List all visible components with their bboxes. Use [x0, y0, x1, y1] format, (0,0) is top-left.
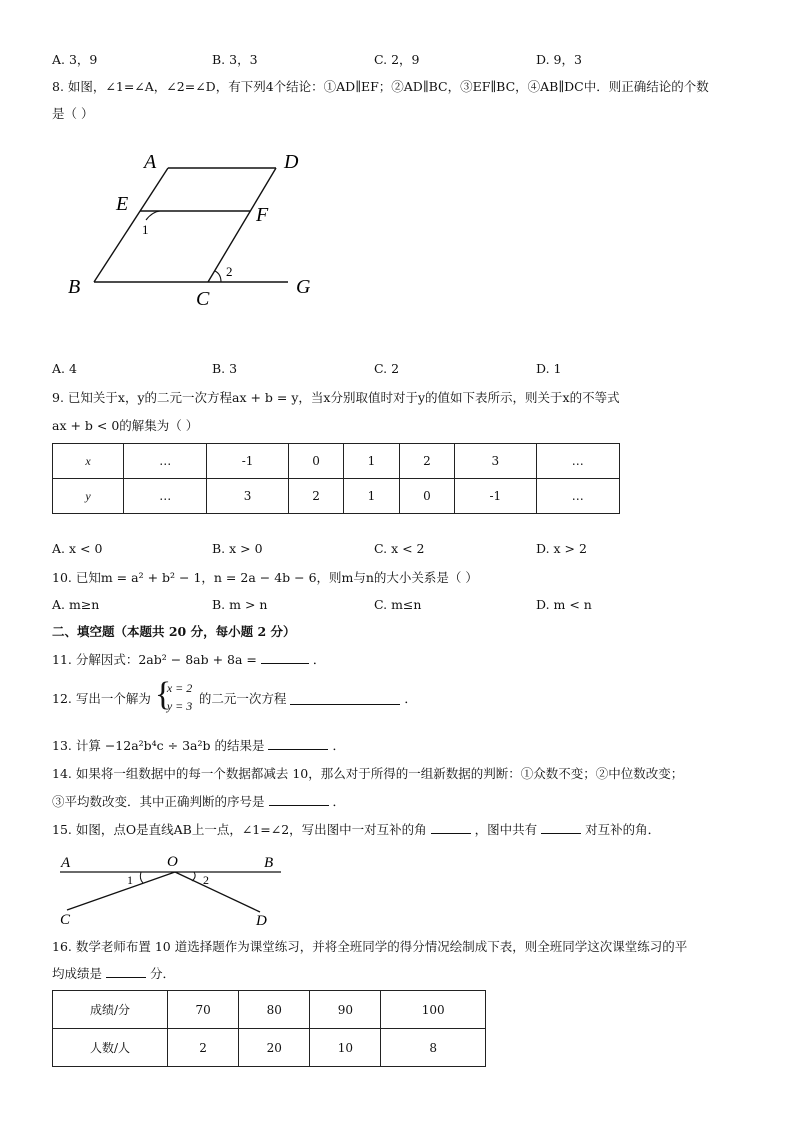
q8-figure	[60, 140, 340, 320]
q10-option-a: A. m≥n	[52, 597, 100, 612]
table-cell: 1	[344, 479, 399, 514]
q16-end: 分．	[149, 966, 175, 981]
q12-equation-system	[154, 676, 195, 716]
q8-option-b: B. 3	[212, 361, 238, 376]
table-row	[53, 1029, 486, 1067]
q13-end: ．	[332, 738, 345, 753]
q8-option-c: C. 2	[374, 361, 400, 376]
label-e: E	[116, 193, 129, 215]
section-heading: 二、填空题（本题共 20 分，每小题 2 分）	[52, 624, 296, 639]
q12	[52, 676, 417, 716]
q8-option-d: D. 1	[536, 361, 562, 376]
q13-text: 13. 计算 −12a²b⁴c ÷ 3a²b 的结果是	[52, 738, 265, 753]
q10-option-c: C. m≤n	[374, 597, 422, 612]
table-row	[53, 444, 620, 479]
angle2-arc	[215, 271, 221, 282]
q15-answer-blank-1[interactable]	[431, 821, 471, 834]
table-cell: 10	[310, 1029, 381, 1067]
q15-figure	[55, 850, 295, 928]
q12-prefix: 12. 写出一个解为	[52, 691, 151, 706]
q14-line1: 14. 如果将一组数据中的每一个数据都减去 10，那么对于所得的一组新数据的判断：①众数不变；②中位数改变；	[52, 766, 684, 781]
q16-line2	[52, 964, 175, 982]
q13	[52, 736, 345, 754]
q16-line1: 16. 数学老师布置 10 道选择题作为课堂练习，并将全班同学的得分情况绘制成下表，则全班同学这次课堂练习的平	[52, 939, 688, 954]
label-angle1: 1	[142, 222, 149, 237]
q15-part3: 对互补的角．	[585, 822, 661, 837]
ray-oc	[67, 872, 175, 910]
q7-option-b: B. 3，3	[212, 52, 258, 67]
q9-option-a: A. x < 0	[52, 541, 103, 556]
q7-option-a: A. 3，9	[52, 52, 98, 67]
q12-suffix: 的二元一次方程	[198, 691, 287, 706]
q16-answer-blank[interactable]	[106, 965, 146, 978]
q10-option-b: B. m > n	[212, 597, 268, 612]
label-d: D	[284, 151, 299, 173]
q14-end: ．	[332, 794, 345, 809]
ray-od	[175, 872, 260, 912]
q16-text: 均成绩是	[52, 966, 103, 981]
label-d: D	[256, 913, 267, 928]
label-o: O	[167, 854, 178, 870]
q11-end: ．	[312, 652, 326, 667]
angle1-arc	[146, 211, 160, 220]
label-b: B	[68, 276, 81, 298]
table-cell: …	[536, 444, 619, 479]
q16-table	[52, 990, 486, 1067]
q7-option-d: D. 9，3	[536, 52, 582, 67]
table-cell: 人数/人	[53, 1029, 168, 1067]
table-cell: -1	[207, 444, 288, 479]
q14-answer-blank[interactable]	[269, 793, 329, 806]
table-cell: 2	[399, 444, 454, 479]
table-cell: …	[536, 479, 619, 514]
label-b: B	[264, 855, 274, 871]
q9-option-c: C. x < 2	[374, 541, 425, 556]
q10-options	[52, 597, 742, 615]
table-cell: 2	[168, 1029, 239, 1067]
q7-options	[52, 50, 742, 68]
label-a: A	[144, 151, 157, 173]
table-cell: -1	[455, 479, 536, 514]
segment-ab	[94, 168, 168, 282]
label-c: C	[196, 288, 210, 310]
table-cell: 1	[344, 444, 399, 479]
table-row	[53, 479, 620, 514]
label-g: G	[296, 276, 311, 298]
q12-end: ．	[404, 691, 417, 706]
q7-option-c: C. 2，9	[374, 52, 420, 67]
table-cell: 80	[239, 991, 310, 1029]
q9-table	[52, 443, 620, 514]
table-cell: …	[124, 444, 207, 479]
q15-answer-blank-2[interactable]	[541, 821, 581, 834]
q8-options	[52, 361, 742, 379]
q8-stem-line1: 8. 如图，∠1=∠A，∠2=∠D，有下列4个结论：①AD∥EF；②AD∥BC，③EF∥BC，④AB∥DC中．则正确结论的个数	[52, 79, 709, 94]
label-angle2: 2	[203, 873, 209, 887]
q15-part1: 15. 如图，点O是直线AB上一点，∠1=∠2，写出图中一对互补的角	[52, 822, 427, 837]
q12-sys-line1: x = 2	[166, 681, 193, 695]
table-cell: 70	[168, 991, 239, 1029]
q14-text: ③平均数改变．其中正确判断的序号是	[52, 794, 265, 809]
label-f: F	[256, 204, 269, 226]
q8-stem-line2: 是（ ）	[52, 106, 94, 121]
q13-answer-blank[interactable]	[268, 737, 328, 750]
table-cell: 20	[239, 1029, 310, 1067]
q15-part2: ，图中共有	[474, 822, 538, 837]
angle1-arc	[140, 872, 143, 883]
table-cell: …	[124, 479, 207, 514]
label-angle1: 1	[127, 873, 133, 887]
label-angle2: 2	[226, 264, 233, 279]
q12-sys-line2: y = 3	[166, 699, 193, 713]
q11-text: 11. 分解因式：2ab² − 8ab + 8a =	[52, 652, 257, 667]
table-cell: 0	[288, 444, 343, 479]
table-cell: 100	[381, 991, 486, 1029]
table-cell: x	[53, 444, 124, 479]
table-cell: 3	[455, 444, 536, 479]
q10-option-d: D. m < n	[536, 597, 592, 612]
table-cell: 90	[310, 991, 381, 1029]
table-cell: 8	[381, 1029, 486, 1067]
q10-stem: 10. 已知m = a² + b² − 1，n = 2a − 4b − 6，则m与n的大小关系是（ ）	[52, 570, 478, 585]
table-cell: y	[53, 479, 124, 514]
table-cell: 0	[399, 479, 454, 514]
label-c: C	[60, 912, 71, 928]
q8-option-a: A. 4	[52, 361, 77, 376]
q9-options	[52, 541, 742, 559]
q9-stem-line1: 9. 已知关于x，y的二元一次方程ax + b = y，当x分别取值时对于y的值如下表所示，则关于x的不等式	[52, 390, 620, 405]
q9-option-b: B. x > 0	[212, 541, 263, 556]
table-cell: 2	[288, 479, 343, 514]
q15-stem	[52, 820, 660, 838]
label-a: A	[61, 855, 71, 871]
q9-option-d: D. x > 2	[536, 541, 587, 556]
q9-stem-line2: ax + b < 0的解集为（ ）	[52, 418, 199, 433]
q12-answer-blank[interactable]	[290, 692, 400, 705]
table-cell: 3	[207, 479, 288, 514]
q11	[52, 650, 325, 668]
q11-answer-blank[interactable]	[261, 651, 309, 664]
q14-line2	[52, 792, 345, 810]
table-row	[53, 991, 486, 1029]
brace-glyph: {	[154, 676, 172, 713]
table-cell: 成绩/分	[53, 991, 168, 1029]
